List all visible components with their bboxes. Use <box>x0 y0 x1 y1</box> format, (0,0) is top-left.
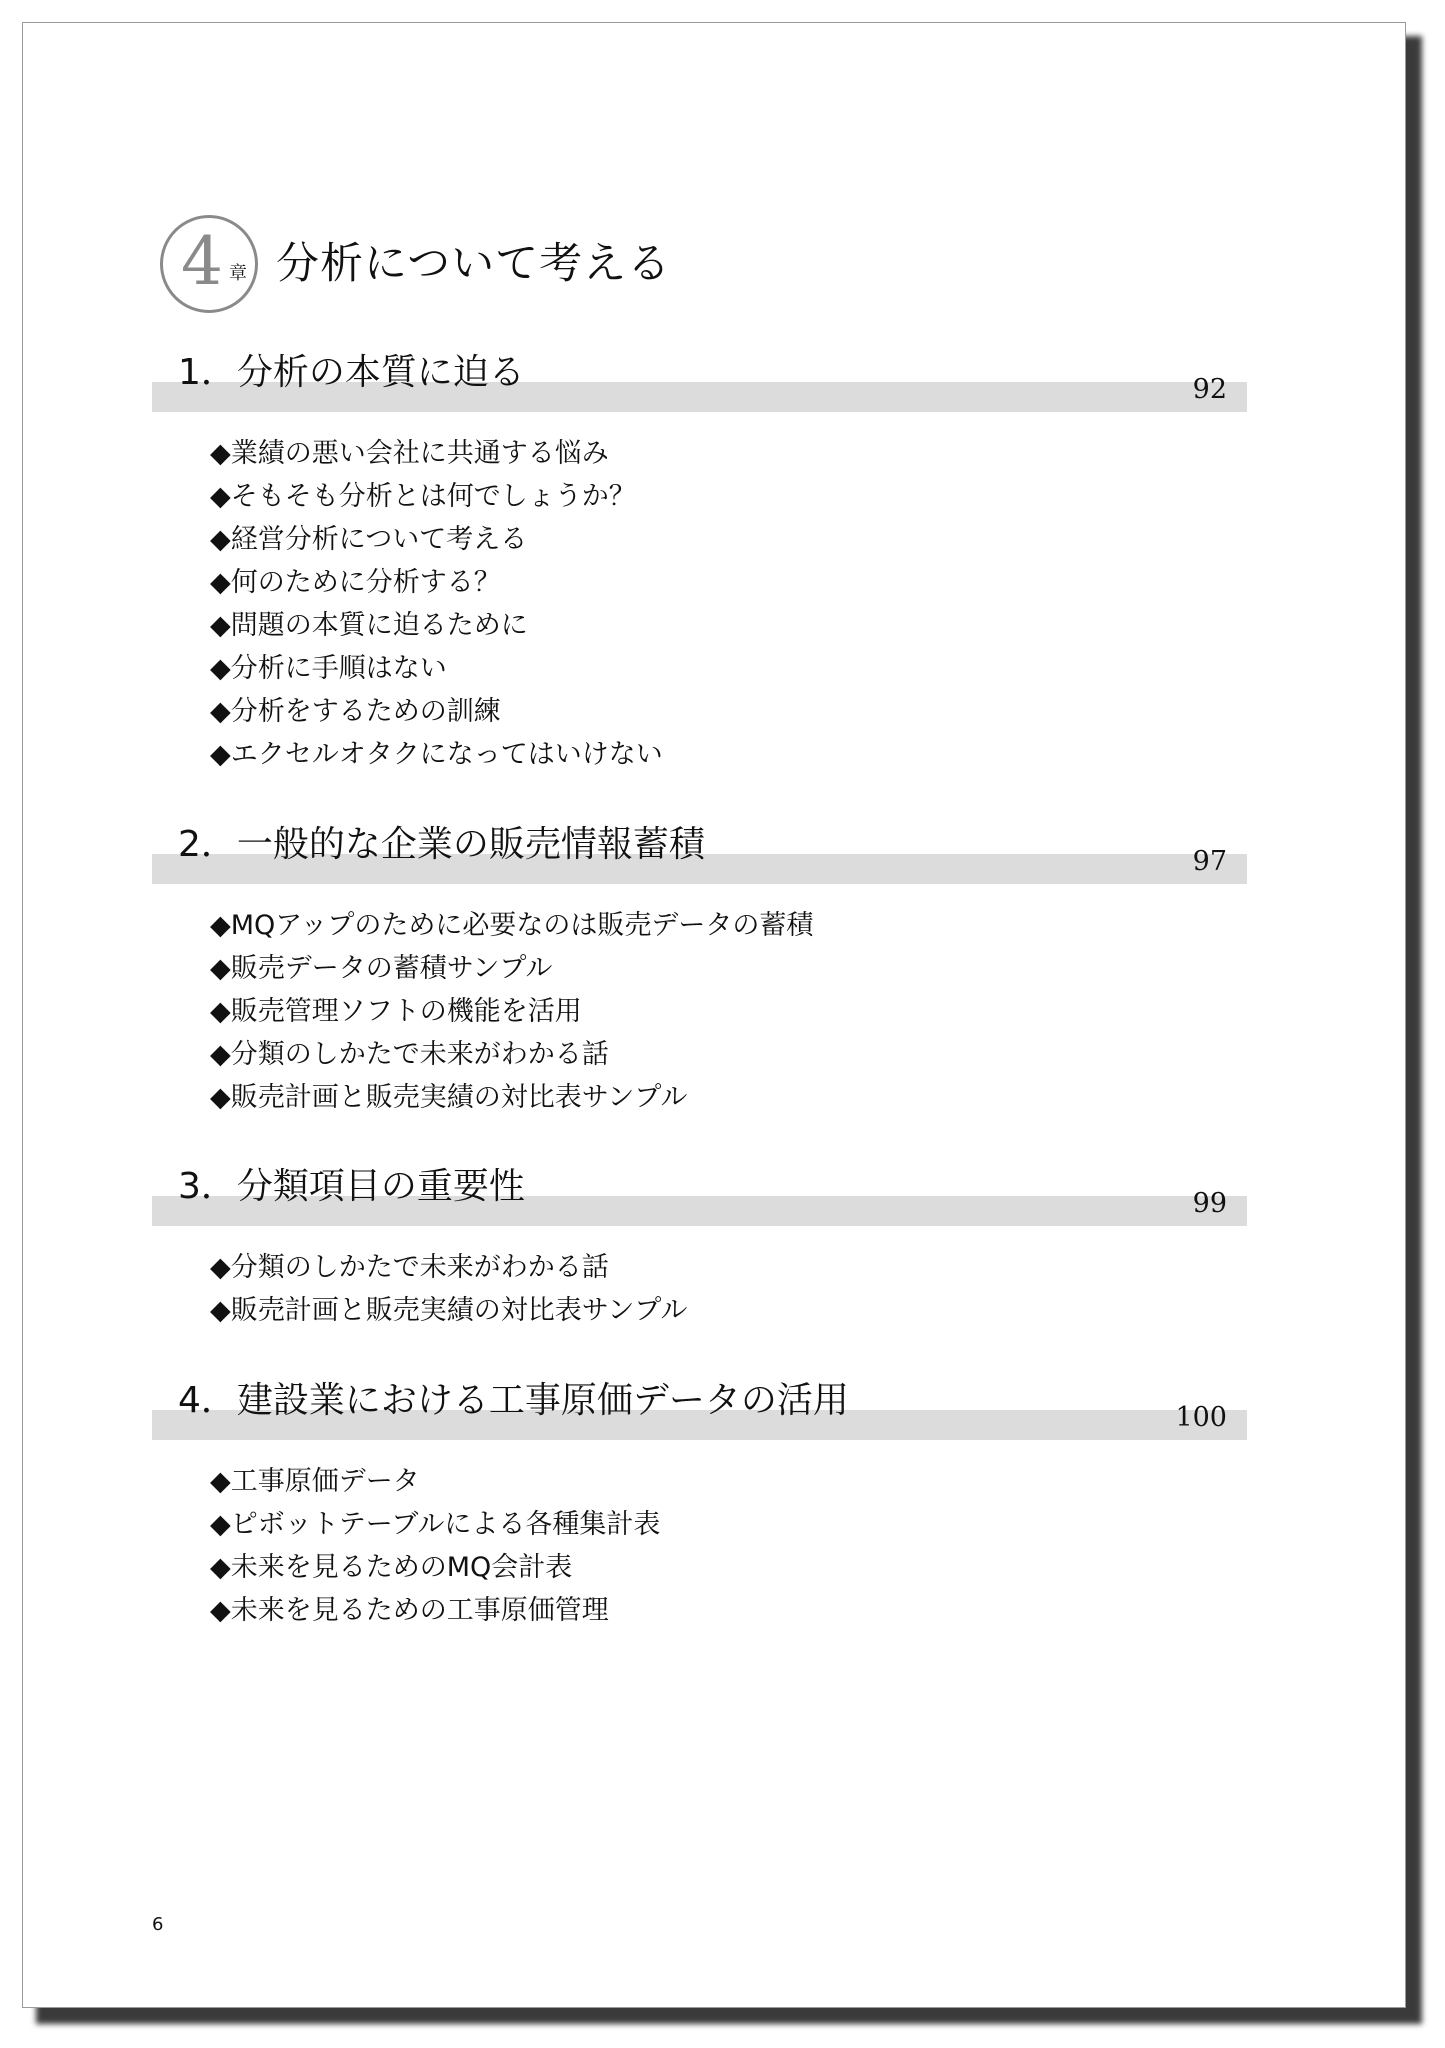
chapter-number: 4 <box>181 223 223 300</box>
chapter-title: 分析について考える <box>276 239 672 289</box>
section-item-list <box>152 904 1247 1119</box>
section-item: ◆ピボットテーブルによる各種集計表 <box>210 1509 661 1540</box>
chapter-suffix: 章 <box>229 263 247 284</box>
section-item: ◆分析に手順はない <box>210 653 447 684</box>
section-item: ◆工事原価データ <box>210 1466 420 1497</box>
section-item: ◆販売データの蓄積サンプル <box>210 953 553 984</box>
section-page-number: 100 <box>1175 1402 1227 1433</box>
section-item-list <box>152 1460 1247 1632</box>
section-item: ◆問題の本質に迫るために <box>210 610 528 641</box>
section-item-list <box>152 1246 1247 1332</box>
section-item: ◆そもそも分析とは何でしょうか？ <box>210 481 636 512</box>
section-item: ◆販売管理ソフトの機能を活用 <box>210 996 582 1027</box>
chapter-badge <box>160 215 258 313</box>
section-heading <box>152 1372 1247 1440</box>
section-page-number: 99 <box>1192 1188 1227 1219</box>
section-1 <box>152 344 1247 776</box>
section-item: ◆分析をするための訓練 <box>210 696 501 727</box>
chapter-header <box>160 212 671 316</box>
section-heading <box>152 344 1247 412</box>
section-item: ◆未来を見るためのMQ会計表 <box>210 1552 573 1583</box>
section-3 <box>152 1158 1247 1332</box>
section-item: ◆分類のしかたで未来がわかる話 <box>210 1252 609 1283</box>
footer-page-number: 6 <box>152 1914 164 1935</box>
section-item: ◆経営分析について考える <box>210 524 528 555</box>
section-item: ◆未来を見るための工事原価管理 <box>210 1595 609 1626</box>
section-item: ◆何のために分析する？ <box>210 567 501 598</box>
section-item: ◆業績の悪い会社に共通する悩み <box>210 438 609 469</box>
section-title: 1．分析の本質に迫る <box>178 352 525 393</box>
section-heading <box>152 816 1247 884</box>
section-title: 2．一般的な企業の販売情報蓄積 <box>178 824 705 865</box>
section-2 <box>152 816 1247 1119</box>
section-item: ◆エクセルオタクになってはいけない <box>210 739 663 770</box>
section-item: ◆販売計画と販売実績の対比表サンプル <box>210 1295 688 1326</box>
section-title: 4．建設業における工事原価データの活用 <box>178 1380 849 1421</box>
section-title: 3．分類項目の重要性 <box>178 1166 525 1207</box>
section-heading <box>152 1158 1247 1226</box>
section-page-number: 92 <box>1192 374 1227 405</box>
section-4 <box>152 1372 1247 1632</box>
section-page-number: 97 <box>1192 846 1227 877</box>
section-item: ◆分類のしかたで未来がわかる話 <box>210 1039 609 1070</box>
section-item: ◆MQアップのために必要なのは販売データの蓄積 <box>210 910 814 941</box>
section-item-list <box>152 432 1247 776</box>
section-item: ◆販売計画と販売実績の対比表サンプル <box>210 1082 688 1113</box>
